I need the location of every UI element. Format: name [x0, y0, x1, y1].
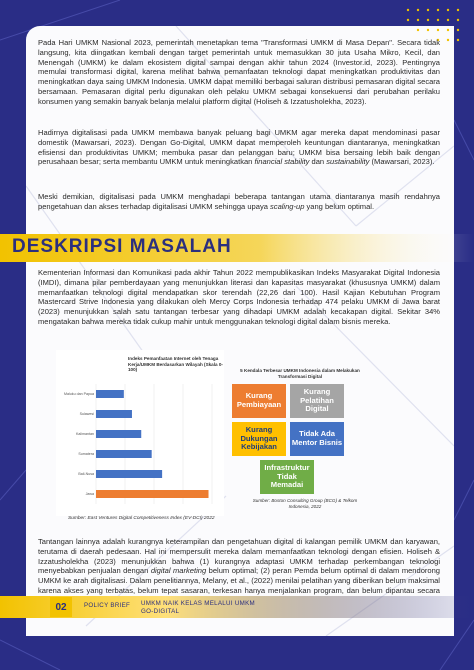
paragraph-text: Tantangan lainnya adalah kurangnya keterampilan dan pengetahuan digital di kalangan pemilik UMKM dan karyawan, terutama di daerah pedesaan. Hal ini mempersulit mereka dalam memanfaatkan teknologi dengan efisien. Holiseh & Izzatusholekha (2023) menunjukkan bahwa (1) kurangnya adaptasi UMKM terhadap perkembangan teknologi menyebabkan penjualan dengan [38, 537, 440, 576]
italic-term: digital marketing [150, 566, 207, 576]
category-label: Bali-Nusa [78, 472, 94, 476]
bar [96, 490, 209, 498]
constraint-box-infrastructure [260, 460, 314, 494]
constraint-box-financing [232, 384, 286, 418]
constraint-label: Kurang Pembiayaan [236, 391, 282, 409]
bar [96, 430, 141, 438]
footer-title-line: GO-DIGITAL [141, 607, 180, 615]
chart-title-constraints: 5 Kendala Terbesar UMKM Indonesia dalam Melakukan Transformasi Digital [240, 368, 360, 379]
section-title: DESKRIPSI MASALAH [12, 236, 232, 257]
constraint-box-policy [232, 422, 286, 456]
bar [96, 450, 152, 458]
paragraph-opportunities [38, 128, 440, 167]
footer-title-line: UMKM NAIK KELAS MELALUI UMKM [141, 600, 255, 607]
bar [96, 410, 132, 418]
paragraph-intro: Pada Hari UMKM Nasional 2023, pemerintah menetapkan tema "Transformasi UMKM di Masa Depan". Secara tidak langsung, kita diingatkan kembali dengan target pemerintah untuk memasukkan 30 juta Usaha Mikro, Kecil, dan Menengah (UMKM) ke dalam ekosistem digital sampai dengan akhir tahun 2024 (Investor.id, 2023). Pentingnya memulai transformasi digital, karena melihat bahwa pemanfaatan teknologi dapat meningkatkan produktivitas dan meningkatkan daya saing UMKM Indonesia. UMKM dapat memiliki berbagai saluran distribusi pemasaran digital secara bersamaan. Pemasaran digital perlu digunakan oleh pelaku UMKM sebagai konsekuensi dari perubahan perilaku konsumen yang semakin banyak belanja melalui platform digital (Holiseh & Izzatusholekha, 2023). [38, 38, 440, 106]
page-number: 02 [50, 597, 72, 617]
chart-source: Sumber: East Ventures Digital Competitiveness Index (EV-DCI) 2022 [68, 516, 215, 521]
footer-label: POLICY BRIEF [84, 602, 131, 609]
paragraph-text: Hadirnya digitalisasi pada UMKM membawa banyak peluang bagi UMKM agar mereka dapat mendominasi pasar domestik (Mawarsari, 2023). Dengan Go-Digital, UMKM dapat memperoleh keuntungan diantaranya, meningkatkan efisiensi dan produktivitas UMKM; membuka pasar dan pelanggan baru; UMKM bisa bersaing lebih baik dengan perusahaan besar; serta membantu UMKM untuk meningkatkan [38, 128, 440, 167]
paragraph-imdi: Kementerian Informasi dan Komunikasi pada akhir Tahun 2022 mempublikasikan Indeks Masyarakat Digital Indonesia (IMDI), dimana pilar pemberdayaan yang menunjukkan literasi dan kapasitas masyarakat (khususnya UMKM) dalam memanfaatkan teknologi digital mendapatkan skor terendah (22,26 dari 100). Hasil Kajian Kebutuhan Program Mastercard Strive Indonesia yang dilakukan oleh Mercy Corps Indonesia terhadap 474 pelaku UMKM di Jawa barat (2023) menunjukkan salah satu tantangan terbesar yang dihadapi UMKM adalah kecakapan digital. Sekitar 34% mengatakan bahwa mereka tidak cukup mahir untuk menggunakan teknologi digital dalam bisnis mereka. [38, 268, 440, 326]
paragraph-text: Meski demikian, digitalisasi pada UMKM menghadapi beberapa tantangan utama diantaranya masih rendahnya pengetahuan dan akses terhadap digitalisasi UMKM sehingga upaya [38, 192, 440, 211]
category-label: Sumatera [78, 452, 94, 456]
footer-title [141, 600, 255, 615]
bar [96, 390, 124, 398]
constraint-label: Kurang Dukungan Kebijakan [240, 425, 278, 452]
paragraph-challenges [38, 192, 440, 212]
category-label: Jawa [85, 492, 94, 496]
constraint-label: Kurang Pelatihan Digital [300, 387, 334, 414]
constraint-label: Infrastruktur Tidak Memadai [264, 463, 310, 490]
category-label: Kalimantan [76, 432, 94, 436]
paragraph-text: dan [309, 157, 327, 167]
constraint-box-training [290, 384, 344, 418]
paragraph-text: belum optimal; (2) peran Pemda belum optimal di dalam mendorong UMKM ke arah digitalisasi. Dalam penelitiannya, Melany, et al., (2022) menilai pelatihan yang diberikan belum maksimal karena akses yang terbatas, belum tepat sasaran, terkesan hanya menjalankan program, dan belum dipantau secara [38, 566, 441, 595]
constraint-label: Tidak Ada Mentor Bisnis [291, 429, 343, 447]
chart-title: Indeks Pemanfaatan Internet oleh Tenaga Kerja/UMKM Berdasarkan Wilayah (Skala 0-100) [128, 356, 223, 373]
category-label: Sulawesi [79, 412, 94, 416]
paragraph-text: (Mawarsari, 2023). [369, 157, 435, 167]
italic-term: scaling-up [270, 201, 305, 211]
chart-source-constraints: Sumber: Boston Consulting Group (BCG) & Telkom Indonesia, 2022 [252, 498, 358, 509]
constraint-box-mentor [290, 422, 344, 456]
paragraph-text: yang belum optimal. [304, 201, 375, 211]
italic-term: financial stability [254, 157, 310, 167]
bar-chart [60, 380, 220, 510]
category-label: Maluku dan Papua [64, 392, 94, 396]
paragraph-skills [38, 537, 440, 605]
italic-term: sustainability [326, 157, 370, 167]
bar [96, 470, 162, 478]
